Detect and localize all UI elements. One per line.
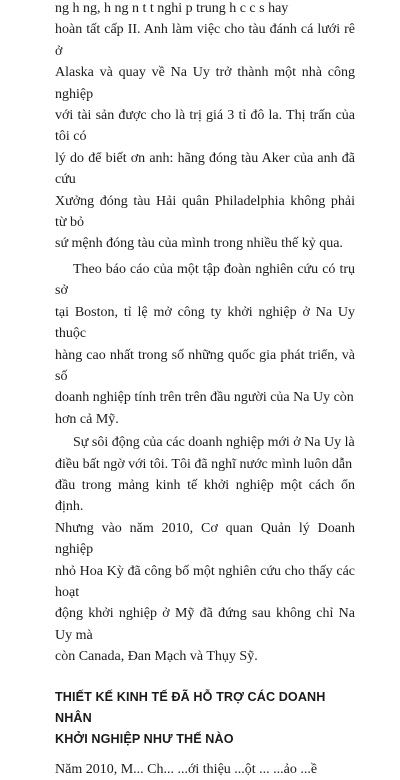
text-line: Xưởng đóng tàu Hải quân Philadelphia không phải từ bỏ bbox=[55, 193, 355, 231]
text-line: lý do để biết ơn anh: hãng đóng tàu Aker của anh đã cứu bbox=[55, 150, 355, 188]
text-line: doanh nghiệp tính trên trên đầu người của Na Uy còn bbox=[55, 390, 354, 406]
text-line: còn Canada, Đan Mạch và Thụy Sỹ. bbox=[55, 649, 258, 665]
text-line: hơn cả Mỹ. bbox=[55, 411, 119, 427]
paragraph-2 bbox=[55, 259, 355, 430]
text-line: Nhưng vào năm 2010, Cơ quan Quản lý Doanh nghiệp bbox=[55, 520, 355, 558]
text-line: tại Boston, tỉ lệ mở công ty khởi nghiệp ở Na Uy thuộc bbox=[55, 304, 355, 342]
paragraph-3 bbox=[55, 432, 355, 667]
text-line: với tài sản được cho là trị giá 3 tỉ đô la. Thị trấn của tôi có bbox=[55, 108, 355, 145]
paragraph-4-partial bbox=[55, 759, 355, 780]
text-line: Năm 2010, M... Ch... ...ới thiệu ...ột ... ...ảo ...ề bbox=[55, 761, 318, 777]
heading-line: THIẾT KẾ KINH TẾ ĐÃ HỖ TRỢ CÁC DOANH NHÂN bbox=[55, 689, 326, 725]
text-line: hoàn tất cấp II. Anh làm việc cho tàu đánh cá lưới rê ở bbox=[55, 22, 355, 59]
text-line: sứ mệnh đóng tàu của mình trong nhiều thế kỷ qua. bbox=[55, 236, 343, 252]
text-line: động khởi nghiệp ở Mỹ đã đứng sau không chỉ Na Uy mà bbox=[55, 606, 355, 643]
section-heading bbox=[55, 687, 355, 750]
text-line: Alaska và quay về Na Uy trở thành một nhà công nghiệp bbox=[55, 65, 355, 102]
page-text-block bbox=[55, 0, 355, 780]
text-line: nhỏ Hoa Kỳ đã công bố một nghiên cứu cho thấy các hoạt bbox=[55, 563, 355, 600]
text-line: Theo báo cáo của một tập đoàn nghiên cứu có trụ sở bbox=[55, 261, 355, 299]
heading-line: KHỞI NGHIỆP NHƯ THẾ NÀO bbox=[55, 731, 234, 746]
text-line: đầu trong mảng kinh tế khởi nghiệp một cách ổn định. bbox=[55, 477, 355, 515]
text-line: ng h ng, h ng n t t nghi p trung h c c s hay bbox=[55, 1, 289, 16]
paragraph-1 bbox=[55, 0, 355, 255]
text-line: hàng cao nhất trong số những quốc gia phát triển, và số bbox=[55, 347, 355, 384]
text-line: Sự sôi động của các doanh nghiệp mới ở Na Uy là bbox=[73, 435, 355, 451]
text-line: điều bất ngờ với tôi. Tôi đã nghĩ nước mình luôn dẫn bbox=[55, 456, 353, 472]
